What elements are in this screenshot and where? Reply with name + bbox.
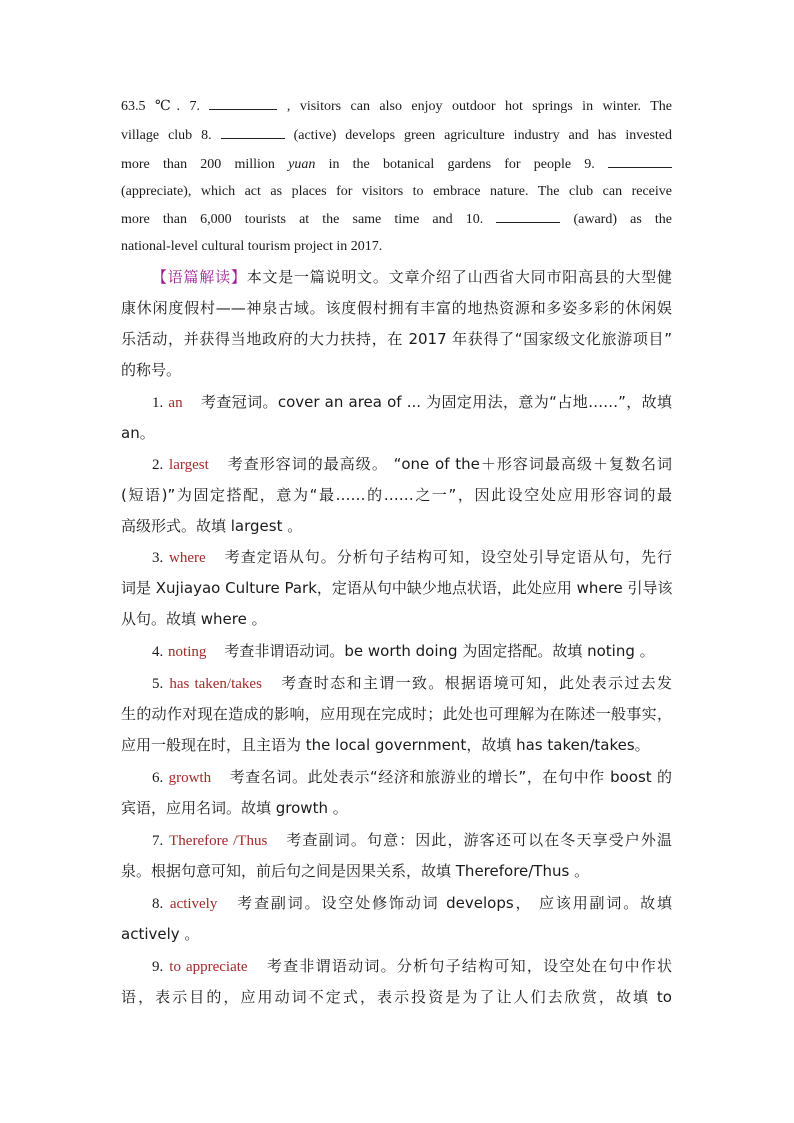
answer-1-line-1: 1. an 考查冠词。cover an area of ... 为固定用法，意为“占地……”，故填 bbox=[152, 393, 672, 411]
analysis-line-1: 【语篇解读】本文是一篇说明文。文章介绍了山西省大同市阳高县的大型健 bbox=[152, 268, 672, 286]
answer-2-line-2: (短语)”为固定搭配，意为“最……的……之一”，因此设空处应用形容词的最 bbox=[121, 486, 672, 504]
answer-6-line-1: 6. growth 考查名词。此处表示“经济和旅游业的增长”，在句中作 boost 的 bbox=[152, 768, 672, 786]
answer-8-value: actively bbox=[169, 896, 218, 912]
answer-2-line-3: 高级形式。故填 largest 。 bbox=[121, 517, 303, 535]
answer-3-line-2: 词是 Xujiayao Culture Park，定语从句中缺少地点状语，此处应用 where 引导该 bbox=[121, 579, 673, 597]
answer-5-value: has taken/takes bbox=[169, 676, 262, 692]
blank-8 bbox=[221, 124, 285, 139]
answer-2-line-1: 2. largest 考查形容词的最高级。 “one of the＋形容词最高级＋复数名词 bbox=[152, 455, 672, 473]
answer-9-line-1: 9. to appreciate 考查非谓语动词。分析句子结构可知，设空处在句中作状 bbox=[152, 957, 672, 975]
blank-10 bbox=[496, 208, 560, 223]
passage-line-1: 63.5 ℃. 7. , visitors can also enjoy outdoor hot springs in winter. The bbox=[121, 93, 672, 121]
answer-5-line-2: 生的动作对现在造成的影响，应用现在完成时；此处也可理解为在陈述一般事实， bbox=[121, 705, 672, 723]
answer-6-value: growth bbox=[168, 770, 212, 786]
answer-3-value: where bbox=[169, 550, 206, 566]
analysis-line-2: 康休闲度假村——神泉古域。该度假村拥有丰富的地热资源和多姿多彩的休闲娱 bbox=[121, 299, 672, 317]
answer-9-value: to appreciate bbox=[169, 959, 248, 975]
passage-line-6: national-level cultural tourism project in 2017. bbox=[121, 239, 383, 254]
answer-6-line-2: 宾语，应用名词。故填 growth 。 bbox=[121, 799, 348, 817]
answer-7-value: Therefore /Thus bbox=[169, 833, 268, 849]
analysis-line-3: 乐活动，并获得当地政府的大力扶持，在 2017 年获得了“国家级文化旅游项目” bbox=[121, 330, 672, 348]
passage-line-2: village club 8. (active) develops green agriculture industry and has invested bbox=[121, 122, 672, 150]
answer-3-line-3: 从句。故填 where 。 bbox=[121, 610, 267, 628]
answer-7-line-1: 7. Therefore /Thus 考查副词。句意：因此，游客还可以在冬天享受户外温 bbox=[152, 831, 672, 849]
analysis-tag: 【语篇解读】 bbox=[152, 268, 247, 286]
blank-9 bbox=[608, 153, 672, 168]
answer-8-line-2: actively 。 bbox=[121, 925, 200, 943]
answer-4-line-1: 4. noting 考查非谓语动词。be worth doing 为固定搭配。故填 noting 。 bbox=[152, 642, 655, 660]
analysis-line-4: 的称号。 bbox=[121, 361, 182, 379]
answer-3-line-1: 3. where 考查定语从句。分析句子结构可知，设空处引导定语从句，先行 bbox=[152, 548, 672, 566]
answer-7-line-2: 泉。根据句意可知，前后句之间是因果关系，故填 Therefore/Thus 。 bbox=[121, 862, 590, 880]
answer-1-value: an bbox=[168, 395, 183, 411]
answer-1-line-2: an。 bbox=[121, 424, 155, 442]
passage-line-5: more than 6,000 tourists at the same time and 10. (award) as the bbox=[121, 206, 672, 234]
answer-8-line-1: 8. actively 考查副词。设空处修饰动词 develops， 应该用副词。故填 bbox=[152, 894, 672, 912]
answer-4-value: noting bbox=[168, 644, 207, 660]
passage-line-4: (appreciate), which act as places for visitors to embrace nature. The club can receive bbox=[121, 184, 672, 199]
answer-5-line-1: 5. has taken/takes 考查时态和主谓一致。根据语境可知，此处表示过去发 bbox=[152, 674, 672, 692]
blank-7 bbox=[209, 95, 277, 110]
passage-line-3: more than 200 million yuan in the botanical gardens for people 9. bbox=[121, 151, 672, 179]
answer-5-line-3: 应用一般现在时，且主语为 the local government，故填 has taken/takes。 bbox=[121, 736, 650, 754]
answer-9-line-2: 语，表示目的，应用动词不定式，表示投资是为了让人们去欣赏，故填 to bbox=[121, 988, 672, 1006]
answer-2-value: largest bbox=[169, 457, 209, 473]
